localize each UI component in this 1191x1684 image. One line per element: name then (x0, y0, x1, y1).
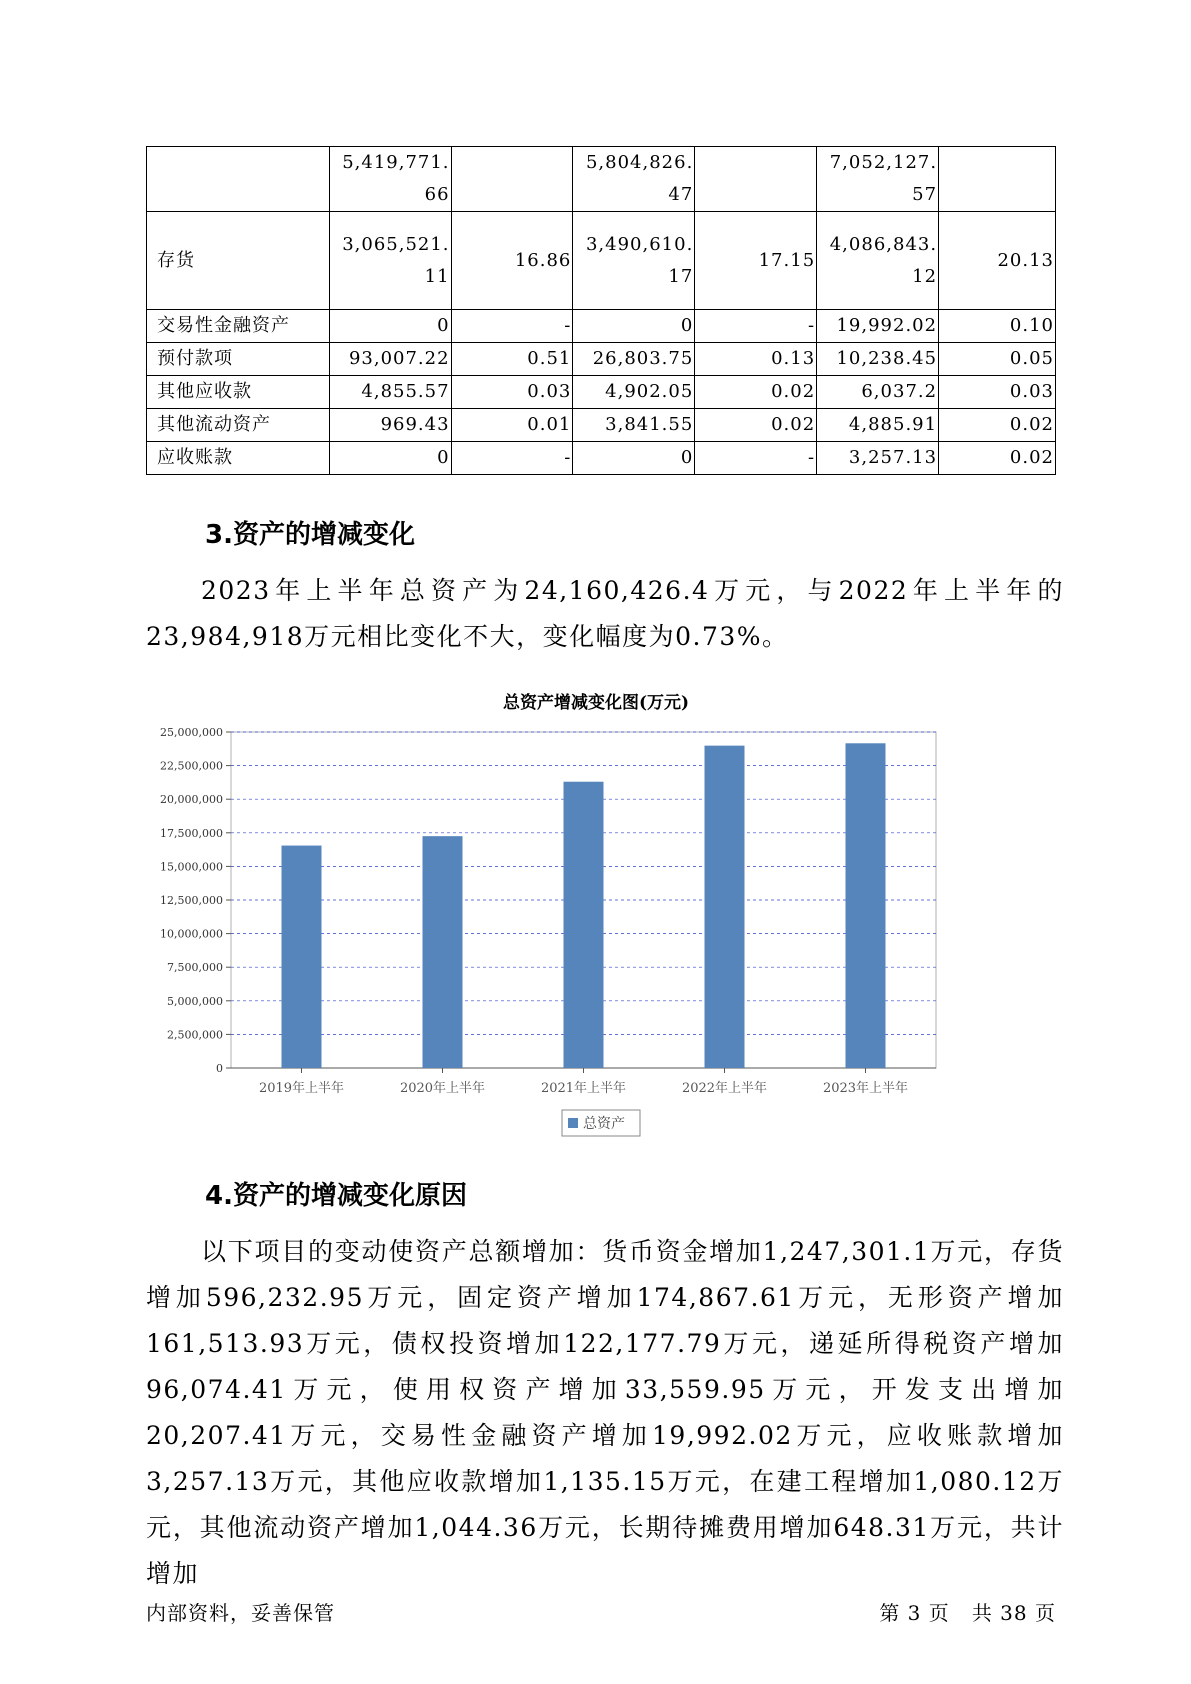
value-cell: 10,238.45 (817, 343, 939, 376)
percent-cell: - (451, 310, 573, 343)
y-tick-label: 2,500,000 (167, 1028, 223, 1042)
table-row (147, 212, 1056, 310)
total-assets-bar-chart (146, 680, 1046, 1140)
bar (705, 746, 745, 1068)
percent-cell (939, 147, 1056, 212)
value-cell: 93,007.22 (329, 343, 451, 376)
percent-cell: 0.05 (939, 343, 1056, 376)
chart-bars (282, 743, 886, 1068)
bar (282, 846, 322, 1068)
y-tick-label: 20,000,000 (160, 793, 223, 807)
table-row (147, 409, 1056, 442)
value-cell: 19,992.02 (817, 310, 939, 343)
y-tick-label: 7,500,000 (167, 961, 223, 975)
value-cell: 5,419,771.66 (329, 147, 451, 212)
table-row (147, 310, 1056, 343)
value-cell: 0 (573, 310, 695, 343)
table-row (147, 147, 1056, 212)
legend-swatch (568, 1118, 578, 1128)
bar (564, 782, 604, 1068)
value-cell: 0 (329, 310, 451, 343)
percent-cell: 0.51 (451, 343, 573, 376)
percent-cell: 0.03 (939, 376, 1056, 409)
percent-cell: 0.02 (695, 409, 817, 442)
x-tick-label: 2022年上半年 (681, 1081, 768, 1096)
percent-cell: 0.01 (451, 409, 573, 442)
percent-cell (451, 147, 573, 212)
percent-cell: - (451, 442, 573, 475)
percent-cell: 0.02 (939, 409, 1056, 442)
percent-cell: 0.02 (939, 442, 1056, 475)
legend-label: 总资产 (583, 1116, 625, 1132)
x-tick-label: 2021年上半年 (540, 1081, 627, 1096)
value-cell: 4,855.57 (329, 376, 451, 409)
x-tick-label: 2023年上半年 (822, 1081, 909, 1096)
percent-cell: - (695, 442, 817, 475)
table-row (147, 442, 1056, 475)
x-tick-label: 2019年上半年 (258, 1081, 345, 1096)
percent-cell: 0.03 (451, 376, 573, 409)
value-cell: 3,065,521.11 (329, 212, 451, 310)
row-name: 其他应收款 (147, 376, 330, 409)
value-cell: 3,841.55 (573, 409, 695, 442)
percent-cell (695, 147, 817, 212)
percent-cell: 0.13 (695, 343, 817, 376)
table-row (147, 376, 1056, 409)
row-name: 预付款项 (147, 343, 330, 376)
asset-table (146, 146, 1056, 475)
percent-cell: - (695, 310, 817, 343)
y-tick-label: 12,500,000 (160, 894, 223, 907)
chart-title: 总资产增减变化图(万元) (502, 693, 690, 713)
chart-legend (562, 1110, 640, 1136)
section-4-heading: 4.资产的增减变化原因 (205, 1181, 467, 1211)
value-cell: 0 (329, 442, 451, 475)
y-tick-label: 10,000,000 (160, 927, 223, 941)
y-tick-label: 15,000,000 (160, 860, 223, 874)
value-cell: 969.43 (329, 409, 451, 442)
y-tick-label: 17,500,000 (160, 826, 223, 840)
y-tick-label: 22,500,000 (160, 759, 223, 773)
y-tick-label: 5,000,000 (167, 994, 223, 1008)
value-cell: 6,037.2 (817, 376, 939, 409)
y-tick-label: 0 (216, 1062, 223, 1075)
value-cell: 26,803.75 (573, 343, 695, 376)
section-3-heading: 3.资产的增减变化 (205, 520, 415, 550)
value-cell: 4,086,843.12 (817, 212, 939, 310)
percent-cell: 17.15 (695, 212, 817, 310)
row-name: 应收账款 (147, 442, 330, 475)
section-3-paragraph: 2023年上半年总资产为24,160,426.4万元，与2022年上半年的23,984,918万元相比变化不大，变化幅度为0.73%。 (146, 576, 1064, 651)
y-axis-ticks (160, 726, 231, 1075)
percent-cell: 0.10 (939, 310, 1056, 343)
row-name: 交易性金融资产 (147, 310, 330, 343)
bar (846, 743, 886, 1068)
footer-note: 内部资料，妥善保管 (146, 1601, 335, 1625)
value-cell: 3,490,610.17 (573, 212, 695, 310)
value-cell: 3,257.13 (817, 442, 939, 475)
x-tick-label: 2020年上半年 (399, 1081, 486, 1096)
value-cell: 4,902.05 (573, 376, 695, 409)
y-tick-label: 25,000,000 (160, 726, 223, 739)
percent-cell: 20.13 (939, 212, 1056, 310)
row-name (147, 147, 330, 212)
row-name: 其他流动资产 (147, 409, 330, 442)
percent-cell: 0.02 (695, 376, 817, 409)
value-cell: 7,052,127.57 (817, 147, 939, 212)
percent-cell: 16.86 (451, 212, 573, 310)
value-cell: 5,804,826.47 (573, 147, 695, 212)
section-4-paragraph: 以下项目的变动使资产总额增加：货币资金增加1,247,301.1万元，存货增加596,232.95万元，固定资产增加174,867.61万元，无形资产增加161,513.93万元，债权投资增加122,177.79万元，递延所得税资产增加96,074.41万元，使用权资产增加33,559.95万元，开发支出增加20,207.41万元，交易性金融资产增加19,992.02万元，应收账款增加3,257.13万元，其他应收款增加1,135.15万元，在建工程增加1,080.12万元，其他流动资产增加1,044.36万元，长期待摊费用增加648.31万元，共计增加 (146, 1237, 1064, 1588)
value-cell: 4,885.91 (817, 409, 939, 442)
table-row (147, 343, 1056, 376)
row-name: 存货 (147, 212, 330, 310)
page-number: 第 3 页 共 38 页 (879, 1601, 1056, 1625)
x-axis-ticks (259, 1068, 908, 1096)
value-cell: 0 (573, 442, 695, 475)
bar (423, 836, 463, 1068)
